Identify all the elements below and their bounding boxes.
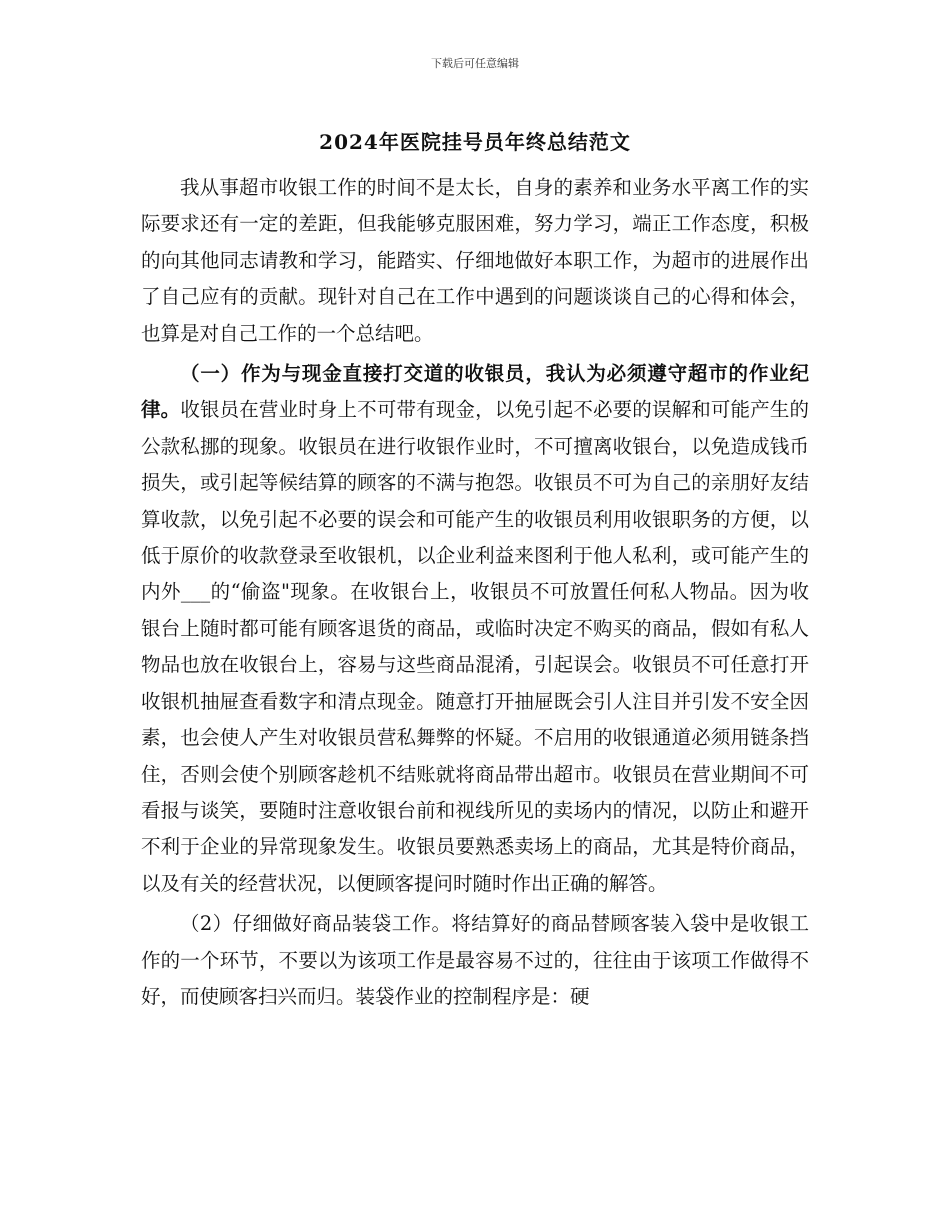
paragraph-1-heading: （一）作为与现金直接打交道的收银员，我认为必须遵守超市的作业纪律。 — [141, 362, 809, 422]
page-title: 2024年医院挂号员年终总结范文 — [319, 130, 631, 154]
paragraph-1-body: 收银员在营业时身上不可带有现金，以免引起不必要的误解和可能产生的公款私挪的现象。收银员在进行收银作业时，不可擅离收银台，以免造成钱币损失，或引起等候结算的顾客的不满与抱怨。收银员不可为自己的亲朋好友结算收款，以免引起不必要的误会和可能产生的收银员利用收银职务的方便，以低于原价的收款登录至收银机，以企业利益来图利于他人私利，或可能产生的内外___的“偷盗"现象。在收银台上，收银员不可放置任何私人物品。因为收银台上随时都可能有顾客退货的商品，或临时决定不购买的商品，假如有私人物品也放在收银台上，容易与这些商品混淆，引起误会。收银员不可任意打开收银机抽屉查看数字和清点现金。随意打开抽屉既会引人注目并引发不安全因素，也会使人产生对收银员营私舞弊的怀疑。不启用的收银通道必须用链条挡住，否则会使个别顾客趁机不结账就将商品带出超市。收银员在营业期间不可看报与谈笑，要随时注意收银台前和视线所见的卖场内的情况，以防止和避开不利于企业的异常现象发生。收银员要熟悉卖场上的商品，尤其是特价商品，以及有关的经营状况，以便顾客提问时随时作出正确的解答。 — [141, 398, 809, 895]
paragraph-intro: 我从事超市收银工作的时间不是太长，自身的素养和业务水平离工作的实际要求还有一定的差距，但我能够克服困难，努力学习，端正工作态度，积极的向其他同志请教和学习，能踏实、仔细地做好本职工作，为超市的进展作出了自己应有的贡献。现针对自己在工作中遇到的问题谈谈自己的心得和体会，也算是对自己工作的一个总结吧。 — [141, 176, 809, 345]
header-note: 下载后可任意编辑 — [431, 57, 519, 70]
document-body — [141, 170, 809, 1019]
paragraph-2: （2）仔细做好商品装袋工作。将结算好的商品替顾客装入袋中是收银工作的一个环节，不要以为该项工作是最容易不过的，往往由于该项工作做得不好，而使顾客扫兴而归。装袋作业的控制程序是：硬 — [141, 912, 809, 1008]
paragraph-1 — [141, 356, 809, 902]
